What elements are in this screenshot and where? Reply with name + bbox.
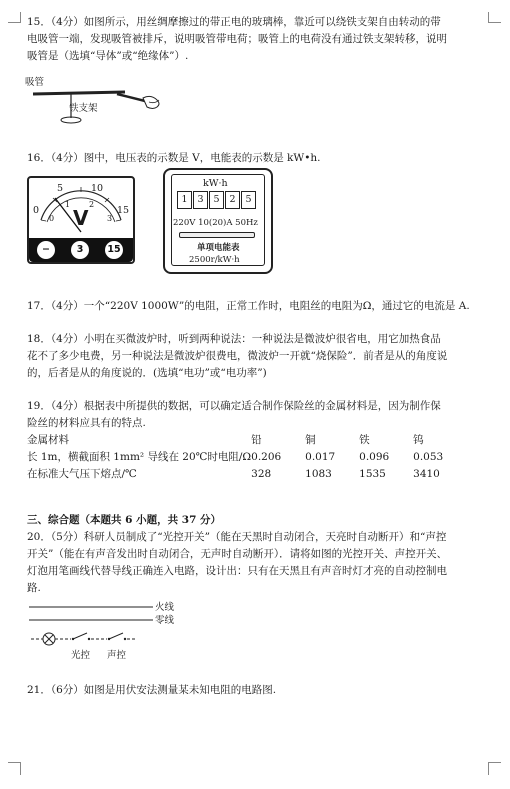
voltmeter-symbol: V (73, 206, 89, 230)
corner-mark-bottom-right (488, 762, 501, 775)
question-17: 17．（4分）一个“220V 1000W”的电阻，正常工作时，电阻丝的电阻为Ω，通过它的电流是 A. (27, 300, 470, 312)
corner-mark-bottom-left (8, 762, 21, 775)
light-switch-icon (72, 633, 90, 640)
energy-meter-digit-2: 3 (193, 191, 208, 209)
corner-mark-top-left (8, 12, 21, 23)
table-cell: 0.206 (251, 451, 282, 463)
table-cell: 1083 (305, 468, 332, 480)
lamp-icon (43, 633, 55, 645)
question-21: 21．（6分）如图是用伏安法测量某未知电阻的电路图. (27, 684, 277, 696)
table-cell: 0.017 (305, 451, 336, 463)
section-3-heading: 三、综合题（本题共 6 小题，共 37 分） (27, 514, 222, 526)
voltmeter-outer-tick-5: 5 (57, 183, 64, 194)
question-16: 16．（4分）图中，电压表的示数是 V，电能表的示数是 kW•h. (27, 152, 321, 164)
voltmeter-3v-terminal: 3 (71, 241, 89, 259)
energy-meter-unit: kW·h (203, 178, 228, 189)
energy-meter-rating: 220V 10(20)A 50Hz (173, 218, 258, 228)
table-row (27, 449, 463, 466)
table-header-cell: 铁 (359, 434, 370, 446)
circuit-diagram (27, 598, 197, 664)
voltmeter-negative-terminal: − (37, 241, 55, 259)
question-19-line-1: 19．（4分）根据表中所提供的数据，可以确定适合制作保险丝的金属材料是，因为制作保 (27, 400, 441, 412)
metal-properties-table (27, 432, 463, 483)
energy-meter-name: 单项电能表 (197, 243, 240, 253)
table-header-cell: 钨 (413, 434, 424, 446)
energy-meter-constant: 2500r/kW·h (189, 255, 240, 265)
neutral-wire-label: 零线 (155, 615, 175, 626)
table-cell: 0.053 (413, 451, 444, 463)
energy-meter-digit-3: 5 (209, 191, 224, 209)
energy-meter-counter (177, 191, 257, 209)
iron-stand-label: 铁支架 (69, 103, 98, 114)
question-20-line-4: 路. (27, 582, 41, 594)
table-cell: 1535 (359, 468, 386, 480)
table-header-cell: 金属材料 (27, 434, 69, 446)
straw-label: 吸管 (25, 77, 45, 88)
question-15-line-2: 电吸管一端，发现吸管被排斥，说明吸管带电荷；吸管上的电荷没有通过铁支架转移，说明 (27, 33, 447, 45)
question-15-line-3: 吸管是（选填“导体”或“绝缘体”）. (27, 50, 189, 62)
question-15-line-1: 15．（4分）如图所示，用丝绸摩擦过的带正电的玻璃棒，靠近可以绕铁支架自由转动的带 (27, 16, 441, 28)
voltmeter (27, 176, 135, 264)
sound-switch-icon (108, 633, 126, 640)
voltmeter-inner-tick-2: 2 (89, 200, 95, 209)
voltmeter-15v-terminal: 15 (105, 241, 123, 259)
table-cell: 长 1m，横截面积 1mm² 导线在 20℃时电阻/Ω (27, 451, 252, 463)
corner-mark-top-right (488, 12, 501, 23)
table-cell: 在标准大气压下熔点/℃ (27, 468, 137, 480)
energy-meter-disc (179, 232, 255, 238)
voltmeter-inner-tick-3: 3 (107, 214, 113, 223)
straw-illustration (25, 72, 175, 134)
question-19-line-2: 险丝的材料应具有的特点. (27, 417, 146, 429)
voltmeter-outer-tick-0: 0 (33, 205, 40, 216)
table-cell: 328 (251, 468, 272, 480)
voltmeter-outer-tick-15: 15 (117, 205, 130, 216)
question-18-line-2: 花不了多少电费，另一种说法是微波炉很费电，微波炉一开就“烧保险”．前者是从的角度说 (27, 350, 448, 362)
question-20-line-3: 灯泡用笔画线代替导线正确连入电路，设计出：只有在天黑且有声音时灯才亮的自动控制电 (27, 565, 447, 577)
voltmeter-outer-tick-10: 10 (91, 183, 104, 194)
question-18-line-1: 18．（4分）小明在买微波炉时，听到两种说法：一种说法是微波炉很省电，用它加热食品 (27, 333, 441, 345)
energy-meter-digit-4: 2 (225, 191, 240, 209)
table-header-cell: 铜 (305, 434, 316, 446)
sound-switch-label: 声控 (107, 650, 127, 661)
energy-meter (163, 168, 273, 274)
table-header-row (27, 432, 463, 449)
table-cell: 0.096 (359, 451, 390, 463)
energy-meter-digit-5: 5 (241, 191, 256, 209)
question-20-line-1: 20．（5分）科研人员制成了“光控开关”（能在天黑时自动闭合，天亮时自动断开）和“声控 (27, 531, 447, 543)
live-wire-label: 火线 (155, 602, 175, 613)
question-18-line-3: 的，后者是从的角度说的．(选填“电功”或“电功率”) (27, 367, 267, 379)
table-row (27, 466, 463, 483)
energy-meter-digit-1: 1 (177, 191, 192, 209)
voltmeter-inner-tick-1: 1 (65, 200, 71, 209)
voltmeter-inner-tick-0: 0 (49, 214, 55, 223)
table-cell: 3410 (413, 468, 440, 480)
straw-diagram (25, 72, 175, 134)
table-header-cell: 铅 (251, 434, 262, 446)
question-20-line-2: 开关”（能在有声音发出时自动闭合，无声时自动断开）．请将如图的光控开关、声控开关、 (27, 548, 448, 560)
light-switch-label: 光控 (71, 650, 91, 661)
